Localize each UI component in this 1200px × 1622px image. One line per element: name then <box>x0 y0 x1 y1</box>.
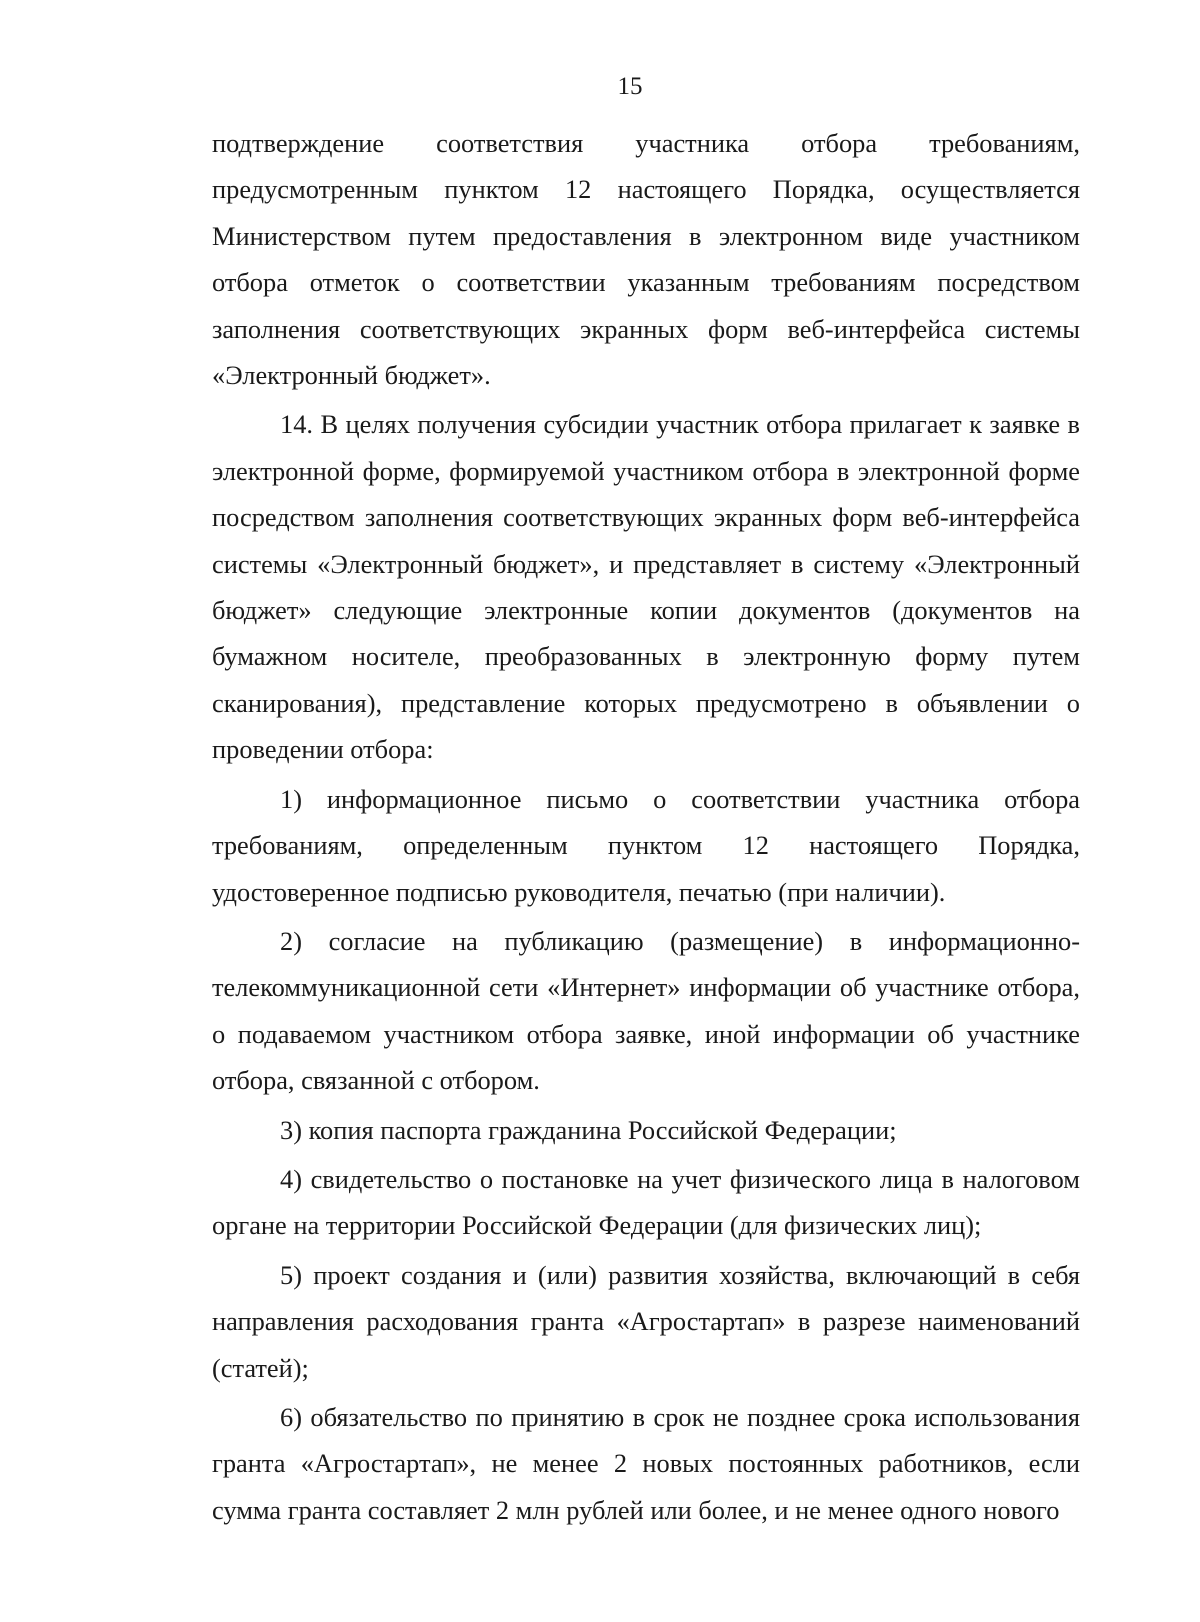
paragraph-continuation: подтверждение соответствия участника отбора требованиям, предусмотренным пунктом 12 настоящего Порядка, осуществляется Министерством путем предоставления в электронном виде участником отбора отметок о соответствии указанным требованиям посредством заполнения соответствующих экранных форм веб-интерфейса системы «Электронный бюджет». <box>212 128 1080 391</box>
page-number: 15 <box>617 73 643 100</box>
list-item-4: 4) свидетельство о постановке на учет физического лица в налоговом органе на территории Российской Федерации (для физических лиц); <box>212 1163 1080 1241</box>
list-item-3: 3) копия паспорта гражданина Российской Федерации; <box>280 1114 897 1145</box>
document-body <box>212 120 1080 1533</box>
list-item-2: 2) согласие на публикацию (размещение) в информационно-телекоммуникационной сети «Интернет» информации об участнике отбора, о подаваемом участником отбора заявке, иной информации об участнике отбора, связанной с отбором. <box>212 925 1080 1096</box>
list-item-5: 5) проект создания и (или) развития хозяйства, включающий в себя направления расходования гранта «Агростартап» в разрезе наименований (статей); <box>212 1259 1080 1383</box>
list-item-6: 6) обязательство по принятию в срок не позднее срока использования гранта «Агростартап», не менее 2 новых постоянных работников, если сумма гранта составляет 2 млн рублей или более, и не менее одного нового <box>212 1401 1080 1525</box>
paragraph-item-14: 14. В целях получения субсидии участник отбора прилагает к заявке в электронной форме, формируемой участником отбора в электронной форме посредством заполнения соответствующих экранных форм веб-интерфейса системы «Электронный бюджет», и представляет в систему «Электронный бюджет» следующие электронные копии документов (документов на бумажном носителе, преобразованных в электронную форму путем сканирования), представление которых предусмотрено в объявлении о проведении отбора: <box>212 409 1080 765</box>
list-item-1: 1) информационное письмо о соответствии участника отбора требованиям, определенным пунктом 12 настоящего Порядка, удостоверенное подписью руководителя, печатью (при наличии). <box>212 783 1080 907</box>
